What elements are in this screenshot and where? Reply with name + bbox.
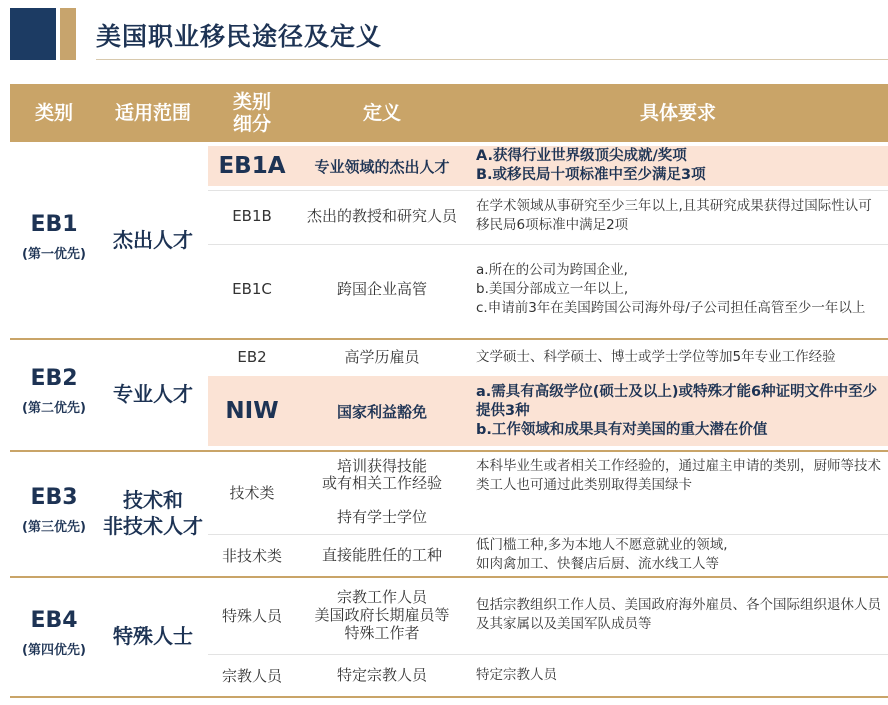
eb3-priority: (第三优先)	[22, 520, 86, 535]
eb2-sub: EB2	[237, 348, 267, 366]
eb1a-req: A.获得行业世界级顶尖成就/奖项 B.或移民局十项标准中至少满足3项	[476, 148, 706, 183]
header-navy-block	[10, 8, 56, 60]
eb4-religious-def: 特定宗教人员	[336, 666, 427, 684]
eb3-skilled-req: 本科毕业生或者相关工作经验的，通过雇主申请的类别，厨师等技术类工人也可通过此类别取得美国绿卡	[476, 458, 881, 493]
eb3-code-cell	[10, 452, 98, 574]
eb1-scope: 杰出人才	[113, 227, 193, 252]
eb3-skilled-sub: 技术类	[229, 483, 275, 502]
header-scope: 适用范围	[114, 102, 191, 124]
eb1c-req: a.所在的公司为跨国企业, b.美国分部成立一年以上, c.申请前3年在美国跨国公司海外母/子公司担任高管至少一年以上	[476, 261, 866, 316]
eb4-code-cell	[10, 578, 98, 694]
section-separator	[10, 696, 888, 698]
eb1c-def: 跨国企业高管	[336, 280, 427, 298]
niw-req: a.需具有高级学位(硕士及以上)或特殊才能6种证明文件中至少提供3种 b.工作领域和成果具有对美国的重大潜在价值	[476, 383, 878, 438]
eb2-code: EB2	[30, 366, 78, 391]
eb4-special-def: 宗教工作人员 美国政府长期雇员等 特殊工作者	[314, 588, 450, 642]
eb2-priority: (第二优先)	[22, 401, 86, 416]
eb1-priority: (第一优先)	[22, 246, 86, 262]
eb4-religious-sub: 宗教人员	[221, 666, 282, 685]
eb4-special-sub: 特殊人员	[221, 606, 282, 625]
eb3-unskilled-def: 直接能胜任的工种	[321, 546, 442, 564]
eb1b-def: 杰出的教授和研究人员	[306, 207, 457, 225]
eb1a-sub: EB1A	[218, 153, 286, 179]
page-title: 美国职业移民途径及定义	[96, 22, 383, 51]
header-definition: 定义	[362, 102, 401, 124]
header-subcategory: 类别 细分	[232, 91, 271, 135]
row-divider	[208, 244, 888, 245]
eb3-unskilled-req: 低门槛工种,多为本地人不愿意就业的领域, 如肉禽加工、快餐店后厨、流水线工人等	[476, 537, 728, 572]
eb1-code-cell	[10, 142, 98, 337]
row-divider	[208, 190, 888, 191]
eb1a-def: 专业领域的杰出人才	[314, 157, 450, 176]
header-requirements: 具体要求	[639, 102, 716, 124]
row-divider	[208, 534, 888, 535]
niw-sub: NIW	[225, 398, 279, 424]
eb1b-sub: EB1B	[232, 207, 272, 225]
row-divider	[208, 654, 888, 655]
title-underline	[96, 59, 888, 60]
eb4-code: EB4	[30, 608, 78, 633]
eb4-priority: (第四优先)	[22, 643, 86, 658]
eb4-special-req: 包括宗教组织工作人员、美国政府海外雇员、各个国际组织退休人员及其家属以及美国军队成员等	[476, 597, 881, 632]
header-gold-block	[60, 8, 76, 60]
eb2-req: 文学硕士、科学硕士、博士或学士学位等加5年专业工作经验	[476, 348, 836, 365]
eb4-religious-req: 特定宗教人员	[476, 666, 557, 683]
eb4-scope: 特殊人士	[113, 624, 193, 648]
eb2-code-cell	[10, 340, 98, 448]
eb1b-req: 在学术领域从事研究至少三年以上,且其研究成果获得过国际性认可移民局6项标准中满足2项	[476, 198, 872, 233]
eb3-unskilled-sub: 非技术类	[221, 546, 282, 565]
eb1c-sub: EB1C	[232, 280, 272, 298]
niw-def: 国家利益豁免	[336, 402, 427, 421]
eb3-skilled-def: 培训获得技能 或有相关工作经验 持有学士学位	[321, 457, 442, 526]
header-category: 类别	[34, 102, 73, 124]
eb2-scope: 专业人才	[113, 382, 193, 406]
eb3-code: EB3	[30, 485, 78, 510]
eb3-scope: 技术和 非技术人才	[103, 488, 203, 538]
eb2-def: 高学历雇员	[344, 348, 420, 366]
eb1-code: EB1	[30, 211, 78, 237]
